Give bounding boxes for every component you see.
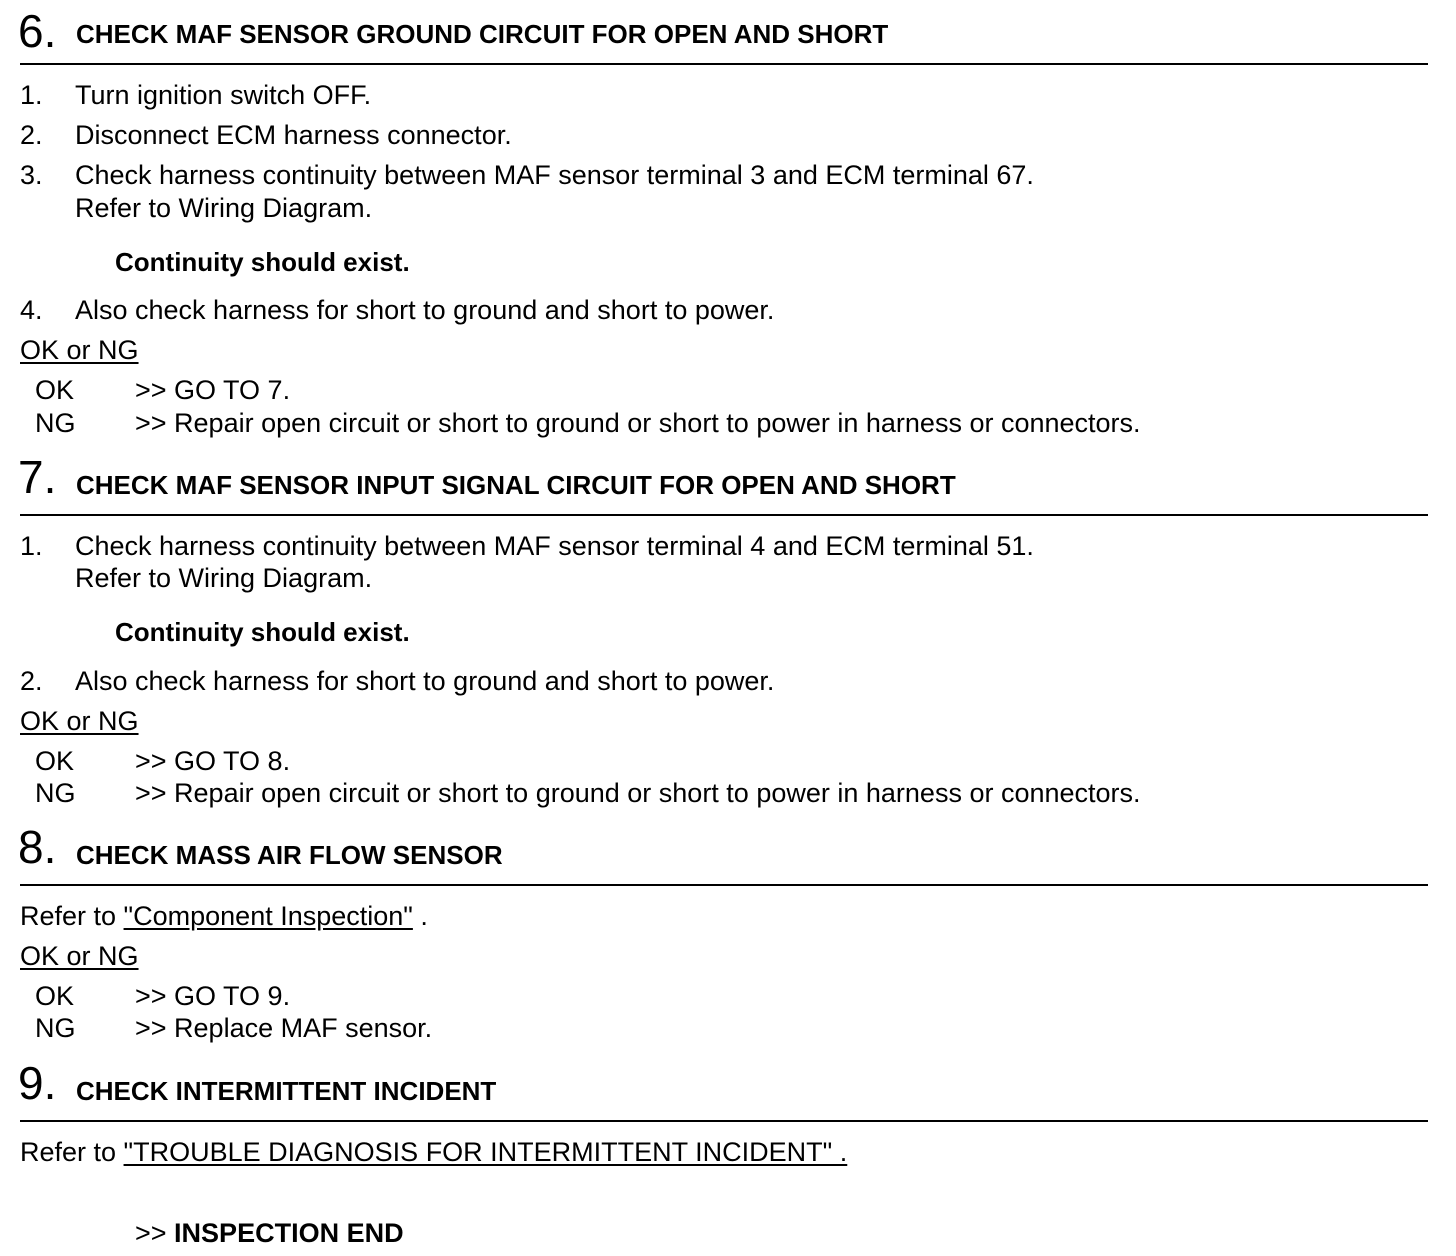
ok-or-ng-label: OK or NG [20, 706, 139, 736]
ok-or-ng-label: OK or NG [20, 941, 139, 971]
step-number-8: 8. [18, 821, 57, 873]
step-number-7: 7. [18, 451, 57, 503]
list-item: Check harness continuity between MAF sensor terminal 3 and ECM terminal 67. [75, 160, 1034, 190]
divider [20, 1120, 1428, 1122]
section-title-7: CHECK MAF SENSOR INPUT SIGNAL CIRCUIT FOR OPEN AND SHORT [76, 470, 956, 500]
ok-or-ng-label: OK or NG [20, 335, 139, 365]
ok-action: >> GO TO 7. [135, 375, 291, 405]
ok-action: >> GO TO 9. [135, 981, 291, 1011]
ng-label: NG [35, 778, 76, 808]
list-item: Disconnect ECM harness connector. [75, 120, 512, 150]
list-item: Check harness continuity between MAF sensor terminal 4 and ECM terminal 51. [75, 531, 1034, 561]
list-item: Also check harness for short to ground and short to power. [75, 295, 775, 325]
ng-action: >> Repair open circuit or short to ground or short to power in harness or connectors. [135, 778, 1141, 808]
section-title-6: CHECK MAF SENSOR GROUND CIRCUIT FOR OPEN AND SHORT [76, 19, 889, 49]
ok-label: OK [35, 746, 75, 776]
section-title-8: CHECK MASS AIR FLOW SENSOR [76, 840, 503, 870]
ng-label: NG [35, 1013, 76, 1043]
ng-label: NG [35, 408, 76, 438]
section-title-9: CHECK INTERMITTENT INCIDENT [76, 1076, 497, 1106]
spec-text: Continuity should exist. [115, 247, 410, 277]
list-item: Also check harness for short to ground and short to power. [75, 666, 775, 696]
divider [20, 63, 1428, 65]
list-item-note: Refer to Wiring Diagram. [75, 563, 373, 593]
step-number-9: 9. [18, 1057, 57, 1109]
refer-text: Refer to [20, 1137, 124, 1167]
ok-label: OK [35, 375, 75, 405]
list-item: Turn ignition switch OFF. [75, 80, 372, 110]
refer-line [20, 900, 428, 932]
spec-text: Continuity should exist. [115, 617, 410, 647]
refer-suffix: . [412, 901, 428, 931]
ok-action: >> GO TO 8. [135, 746, 291, 776]
end-arrow: >> [135, 1218, 175, 1248]
ng-action: >> Repair open circuit or short to ground or short to power in harness or connectors. [135, 408, 1141, 438]
trouble-diagnosis-link[interactable]: "TROUBLE DIAGNOSIS FOR INTERMITTENT INCIDENT" . [123, 1137, 848, 1167]
step-number-6: 6. [18, 5, 57, 57]
divider [20, 514, 1428, 516]
ok-label: OK [35, 981, 75, 1011]
list-number: 1. [20, 531, 43, 561]
list-number: 1. [20, 80, 43, 110]
inspection-end-label: INSPECTION END [174, 1218, 404, 1248]
ng-action: >> Replace MAF sensor. [135, 1013, 433, 1043]
list-item-note: Refer to Wiring Diagram. [75, 193, 373, 223]
list-number: 2. [20, 666, 43, 696]
inspection-end [135, 1217, 404, 1249]
refer-line [20, 1136, 847, 1168]
list-number: 4. [20, 295, 43, 325]
refer-text: Refer to [20, 901, 124, 931]
component-inspection-link[interactable]: "Component Inspection" [123, 901, 413, 931]
list-number: 3. [20, 160, 43, 190]
divider [20, 884, 1428, 886]
list-number: 2. [20, 120, 43, 150]
